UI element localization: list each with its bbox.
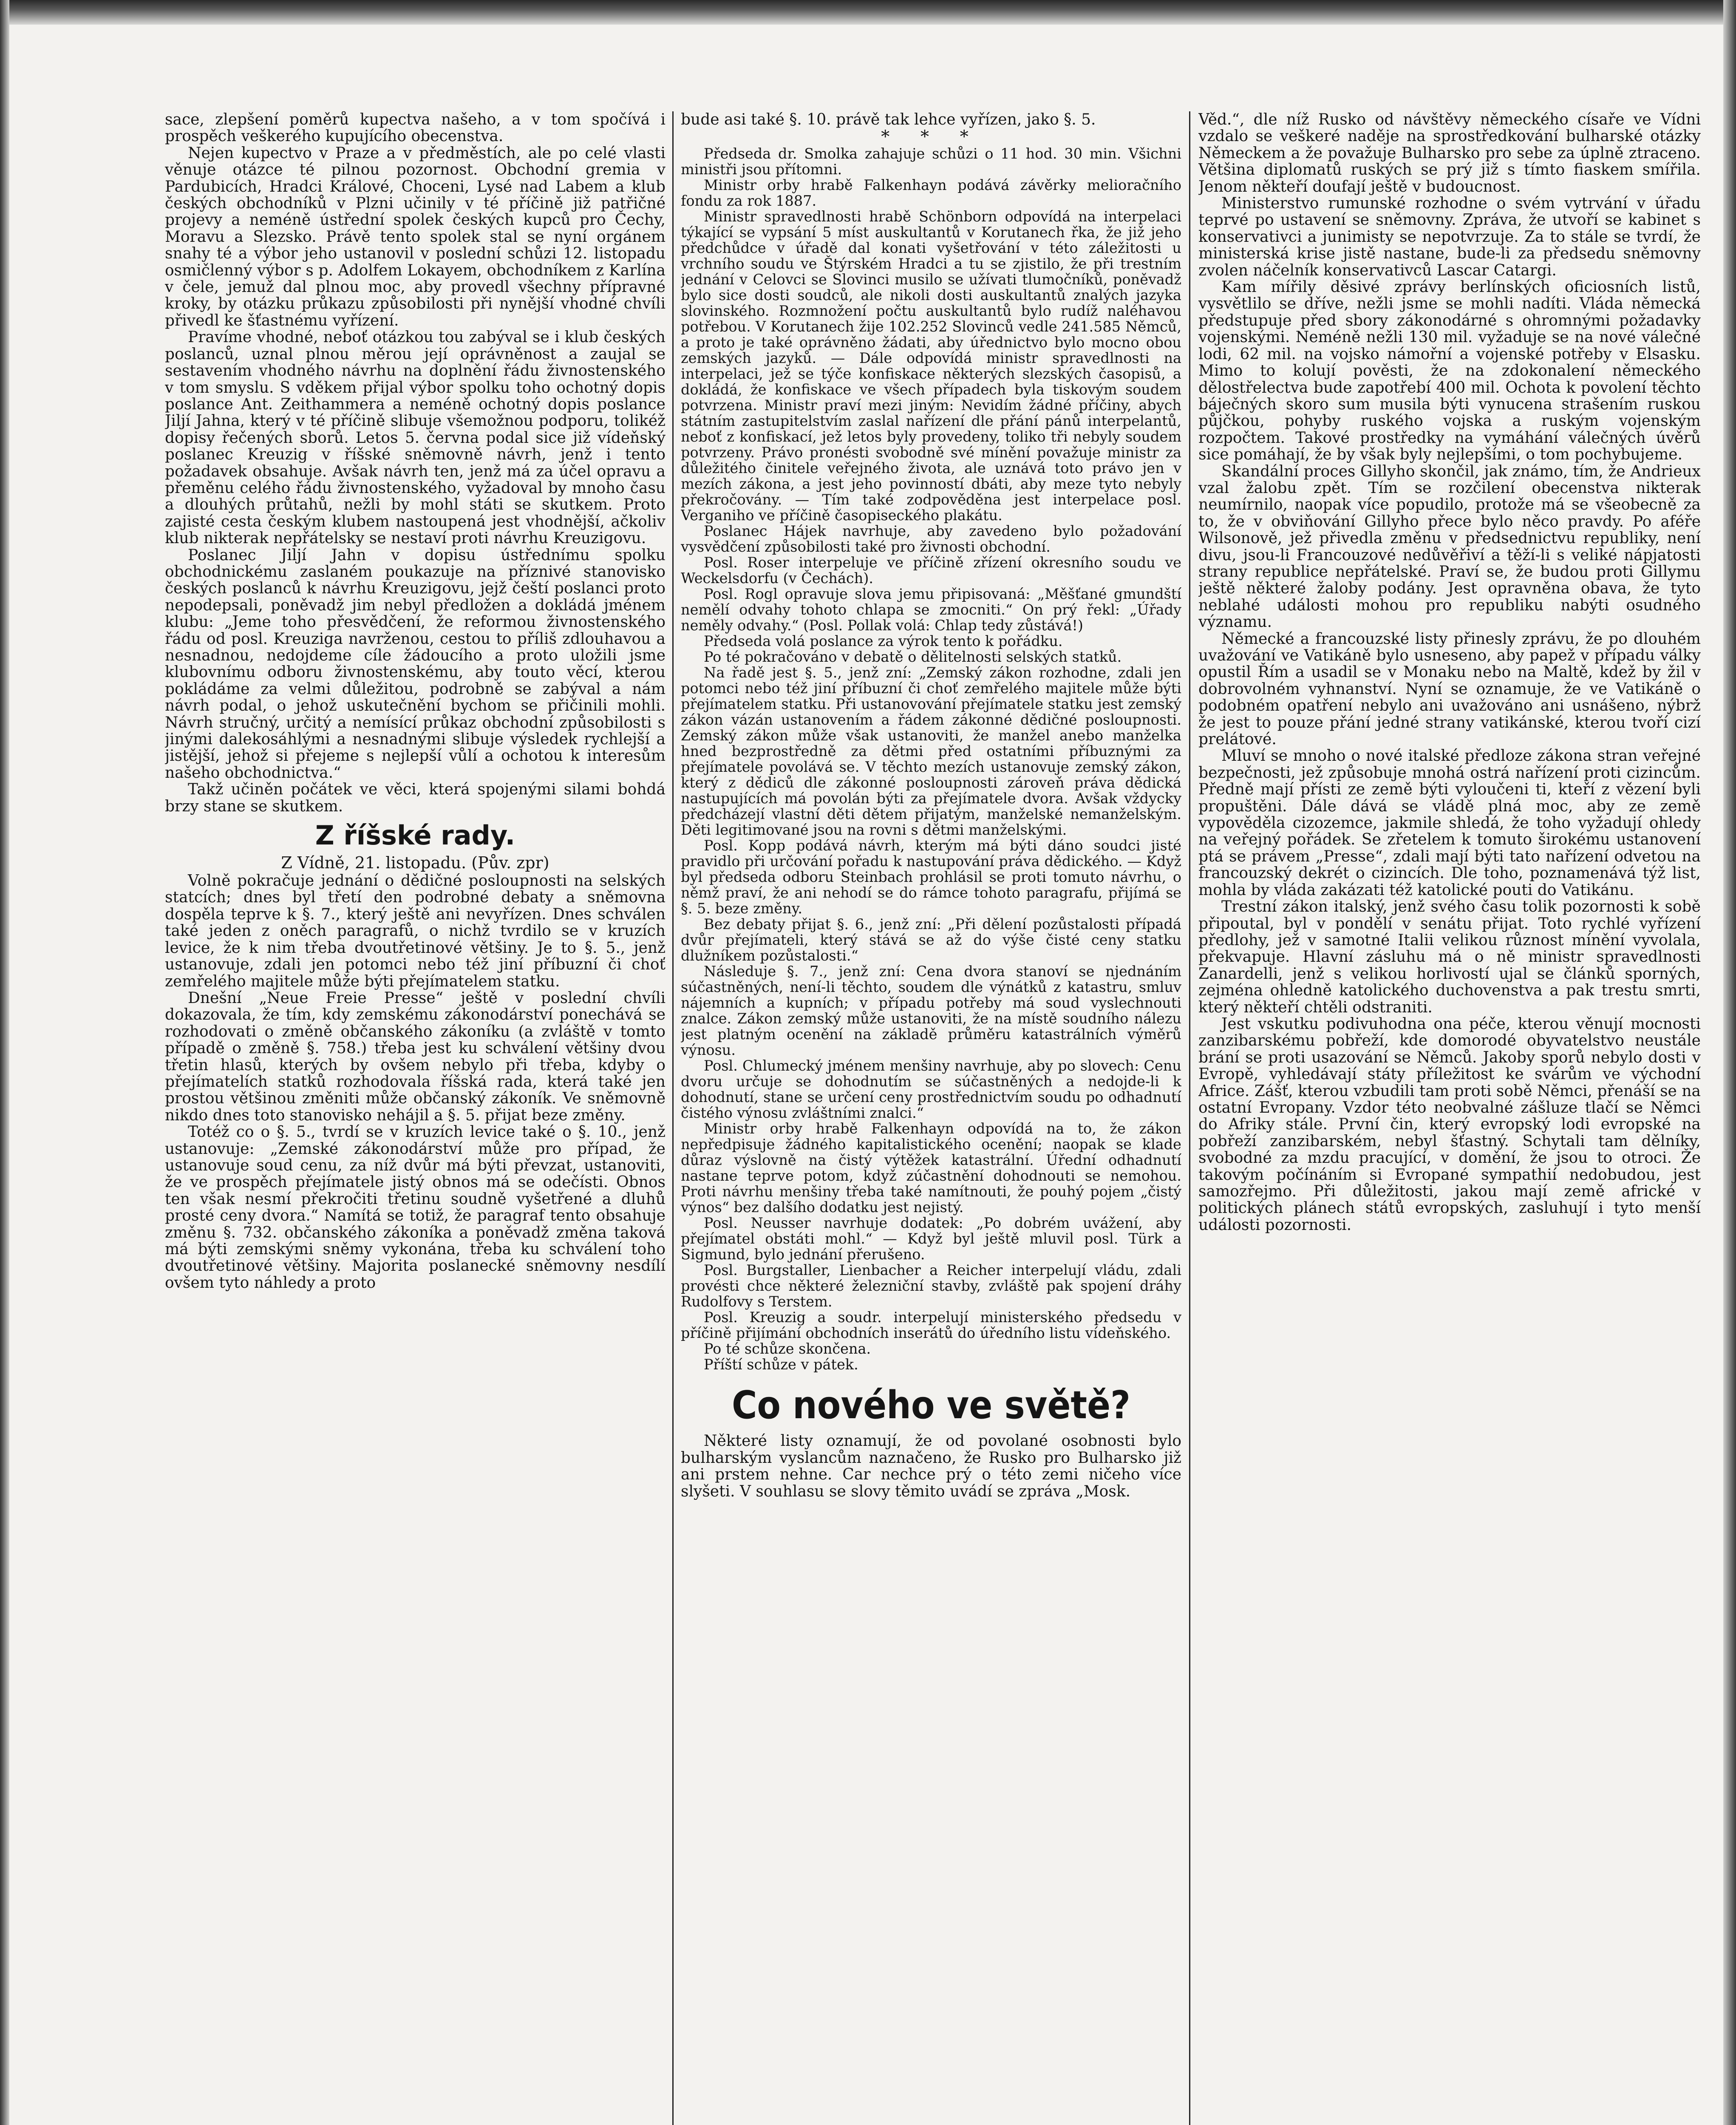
paragraph: Po té schůze skončena. [704, 1340, 871, 1357]
column-3 [1198, 111, 1701, 2125]
paragraph: Nejen kupectvo v Praze a v předměstích, ale po celé vlasti věnuje otázce té pilnou pozornost. Obchodní gremia v Pardubicích, Hradci Králové, Choceni, Lysé nad Labem a klub českých obchodníků v Plzni učinily v té příčině již patřičné projevy a neméně ústřední spolek českých kupců pro Čechy, Moravu a Slezsko. Právě tento spolek stal se nyní orgánem snahy té a výbor jeho ustanovil v poslední schůzi 12. listopadu osmičlenný výbor s p. Adolfem Lokayem, obchodníkem z Karlína v čele, jemuž dal plnou moc, aby provedl všechny přípravné kroky, by otázku průkazu způsobilosti při nynější vhodné chvíli přivedl ke šťastnému vyřízení. [165, 144, 666, 329]
paragraph: Jest vskutku podivuhodna ona péče, kterou věnují mocnosti zanzibarskému pobřeží, kde domorodé obyvatelstvo neustále brání se proti usazování se Němců. Jakoby sporů nebylo dosti v Evropě, vyhledávají státy příležitost ke svárům ve východní Africe. Zášť, kterou vzbudili tam proti sobě Němci, přenáší se na ostatní Evropany. Vzdor této neobvalné zášluze tlačí se Němci do Afriky stále. První čin, který evropský lodi evropské na pobřeží zanzibarském, nebyl šťastný. Schytali tam dělníky, svobodné za mzdu pracující, v domění, že jsou to otroci. Že takovým počínáním si Evropané sympathií nedobudou, jest samozřejmo. Při důležitosti, jakou mají země africké v politických plánech států evropských, zasluhují i tyto menší události pozornosti. [1198, 1015, 1701, 1234]
scan-edge-left [0, 0, 9, 2125]
paragraph: Některé listy oznamují, že od povolané osobnosti bylo bulharským vyslancům naznačeno, že Rusko pro Bulharsko již ani prstem nehne. Car nechce prý o této zemi ničeho více slyšeti. V souhlasu se slovy těmito uvádí se zpráva „Mosk. [681, 1432, 1181, 1500]
paragraph: Následuje §. 7., jenž zní: Cena dvora stanoví se njednáním súčastněných, není-li těchto, soudem dle výnátků z katastru, smluv nájemních a kupních; v případu potřeby má soud vyslechnouti znalce. Zákon zemský může ustanoviti, že na místě soudního nálezu jest platným ocenění na základě průměru katastrálních výměrů výnosu. [681, 963, 1181, 1059]
paragraph: Na řadě jest §. 5., jenž zní: „Zemský zákon rozhodne, zdali jen potomci nebo též jiní příbuzní či choť zemřelého majitele může býti přejímatelem statku. Při ustanovování přejímatele statku jest zemský zákon vázán ustanovením a řádem zákonné dědičné posloupnosti. Zemský zákon může však ustanoviti, že manžel anebo manželka hned bezprostředně za dětmi před ostatními příbuznými za přejímatele povolává se. V těchto mezích ustanovuje zemský zákon, který z dědiců dle zákonné posloupnosti zároveň práva dědická nastupujících má povolán býti za přejímatele dvora. Avšak vždycky předcházejí vlastní děti dětem přijatým, manželské nemanželským. Děti legitimované jsou na rovni s dětmi manželskými. [681, 664, 1181, 839]
paragraph: Kam mířily děsivé zprávy berlínských oficiosních listů, vysvětlilo se dříve, nežli jsme se mohli nadíti. Vláda německá předstupuje před sbory zákonodárné s ohromnými požadavky vojenskými. Neméně nežli 130 mil. vyžaduje se na nové válečné lodi, 62 mil. na vojsko námořní a vojenské potřeby v Elsasku. Mimo to kolují pověsti, že na zdokonalení německého dělostřelectva bude zapotřebí 400 mil. Ochota k povolení těchto báječných skoro sum musila býti vynucena strašením ruskou půjčkou, pohyby ruského vojska a ruským vojenským rozpočtem. Takové prostředky na vymáhání válečných úvěrů sice pomáhají, že by však byly nejlepšími, o tom pochybujeme. [1198, 278, 1701, 464]
paragraph: Ministr orby hrabě Falkenhayn podává závěrky melioračního fondu za rok 1887. [681, 177, 1181, 210]
paragraph: Mluví se mnoho o nové italské předloze zákona stran veřejné bezpečnosti, jež způsobuje mnohá ostrá nařízení proti cizincům. Předně mají přísti ze země býti vyloučeni ti, kteří z vězení byli propuštěni. Dále dává se vládě plná moc, aby ze země vypověděla cizozemce, jakmile shledá, že toho vyžadují ohledy na veřejný pořádek. Se zřetelem k tomuto širokému ustanovení ptá se právem „Presse“, zdali mají býti tato nařízení odvetou na francouzský dekrét o cizincích. Dle toho, poznamenává týž list, mohla by vláda zakázati též katolické pouti do Vatikánu. [1198, 747, 1701, 899]
paragraph: Po té pokračováno v debatě o dělitelnosti selských statků. [704, 649, 1122, 666]
paragraph: Německé a francouzské listy přinesly zprávu, že po dlouhém uvažování ve Vatikáně bylo usneseno, aby papež v případu války opustil Řím a usadil se v Monaku nebo na Maltě, kdež by žil v dobrovolném vyhnanství. Nyní se oznamuje, že ve Vatikáně o podobném opatření nebylo ani uvažováno ani usnášeno, nýbrž že jest to pouze přání jedné strany vatikánské, kterou tvoří cizí prelátové. [1198, 630, 1701, 748]
paragraph: Poslanec Hájek navrhuje, aby zavedeno bylo požadování vysvědčení způsobilosti také pro živnosti obchodní. [681, 523, 1181, 555]
paragraph: sace, zlepšení poměrů kupectva našeho, a v tom spočívá i prospěch veškerého kupujícího obecenstva. [165, 111, 666, 145]
paragraph: Poslanec Jiljí Jahn v dopisu ústřednímu spolku obchodnickému zaslaném poukazuje na příznivé stanovisko českých poslanců k návrhu Kreuzigovu, jejž čeští poslanci proto nepodepsali, poněvadž jim nebyl předložen a dokládá jménem klubu: „Jeme toho přesvědčení, že reformou živnostenského řádu od posl. Kreuziga navrženou, cestou to příliš zdlouhavou a nesnadnou, nedojdeme cíle žádoucího a proto uložili jsme klubovnímu odboru živnostenskému, aby touto věcí, kterou pokládáme za velmi důležitou, podrobně se zabýval a nám návrh podal, o jehož uskutečnění bychom se přičinili mohli. Návrh stručný, určitý a nemísící průkaz obchodní způsobilosti s jinými dalekosáhlými a nesnadnými slibuje výsledek rychlejší a jistější, jehož si přejeme s nejlepší vůlí a ochotou k interesům našeho obchodnictva.“ [165, 546, 666, 782]
paragraph: Posl. Kopp podává návrh, kterým má býti dáno soudci jisté pravidlo při určování pořadu k nastupování práva dědického. — Když byl předseda odboru Steinbach prohlásil se proti tomuto návrhu, o němž praví, že ani nehodí se do rámce tohoto paragrafu, přijímá se §. 5. beze změny. [681, 837, 1181, 917]
paragraph: Předseda dr. Smolka zahajuje schůzi o 11 hod. 30 min. Všichni ministři jsou přítomni. [681, 145, 1181, 178]
paragraph: Takž učiněn počátek ve věci, která spojenými silami bohdá brzy stane se skutkem. [165, 781, 666, 815]
column-rule [1189, 111, 1190, 2125]
paragraph: Posl. Neusser navrhuje dodatek: „Po dobrém uvážení, aby přejímatel obstáti mohl.“ — Když byl ještě mluvil posl. Türk a Sigmund, bylo jednání přerušeno. [681, 1215, 1181, 1263]
paragraph: bude asi také §. 10. právě tak lehce vyřízen, jako §. 5. [681, 111, 1096, 128]
column-rule [672, 111, 674, 2125]
section-heading: Co nového ve světě? [731, 1383, 1131, 1428]
column-2 [681, 111, 1181, 2125]
paragraph: Posl. Rogl opravuje slova jemu připisovaná: „Měšťané gmundští nemělí odvahy tohoto chlapa se zmocniti.“ On prý řekl: „Úřady neměly odvahy.“ (Posl. Pollak volá: Chlap tedy zůstává!) [681, 586, 1181, 634]
paragraph: Posl. Roser interpeluje ve příčině zřízení okresního soudu ve Weckelsdorfu (v Čechách). [681, 554, 1181, 587]
paragraph: Věd.“, dle níž Rusko od návštěvy německého císaře ve Vídni vzdalo se veškeré naděje na sprostředkování bulharské otázky Německem a že považuje Bulharsko pro sebe za úplně ztraceno. Většina diplomatů ruských se prý již s tímto fiaskem smířila. Jenom někteří doufají ještě v budoucnost. [1198, 111, 1701, 196]
column-1 [165, 111, 666, 2125]
paragraph: Dnešní „Neue Freie Presse“ ještě v poslední chvíli dokazovala, že tím, kdy zemskému zákonodárství ponechává se rozhodovati o změně občanského zákoníku (a zvláště v tomto případě o změně §. 758.) třeba jest ku schválení většiny dvou třetin hlasů, kterých by ovšem nebylo při třeba, kdyby o přejímatelích statků rozhodovala říšská rada, která také jen prostou většinou změniti může občanský zákoník. Ve sněmovně nikdo dnes toto stanovisko nehájil a §. 5. přijat beze změny. [165, 989, 666, 1124]
dateline: Z Vídně, 21. listopadu. (Pův. zpr) [281, 853, 549, 873]
paragraph: Totéž co o §. 5., tvrdí se v kruzích levice také o §. 10., jenž ustanovuje: „Zemské zákonodárství může pro případ, že ustanovuje soud cenu, za níž dvůr má býti převzat, ustanoviti, že ve prospěch přejímatele jistý obnos má se odečísti. Obnos ten však nesmí překročiti třetinu soudně vyšetřené a dluhů prosté ceny dvora.“ Namítá se totiž, že paragraf tento obsahuje změnu §. 732. občanského zákoníka a poněvadž změna taková má býti zemskými sněmy vykonána, třeba ku schválení toho dvoutřetinové většiny. Majorita poslanecké sněmovny nesdílí ovšem tyto náhledy a proto [165, 1123, 666, 1292]
paragraph: Posl. Burgstaller, Lienbacher a Reicher interpelují vládu, zdali provésti chce některé železniční stavby, zvláště pak spojení dráhy Rudolfovy s Terstem. [681, 1262, 1181, 1310]
paragraph: Posl. Chlumecký jménem menšiny navrhuje, aby po slovech: Cenu dvoru určuje se dohodnutím se súčastněných a nedojde-li k dohodnutí, stane se určení ceny prostřednictvím soudu po odhadnutí čistého výnosu zvláštními znalci.“ [681, 1057, 1181, 1122]
paragraph: Ministr orby hrabě Falkenhayn odpovídá na to, že zákon nepředpisuje žádného kapitalistického ocenění; naopak se klade důraz výslovně na čistý výtěžek katastrální. Úřední odhadnutí nastane teprve potom, když zúčastnění dohodnouti se nemohou. Proti návrhu menšiny třeba také namítnouti, že pouhý pojem „čistý výnos“ bez dalšího dodatku jest nejistý. [681, 1120, 1181, 1216]
paragraph: Předseda volá poslance za výrok tento k pořádku. [704, 633, 1063, 650]
paragraph: Ministerstvo rumunské rozhodne o svém vytrvání v úřadu teprvé po ustavení se sněmovny. Zpráva, že utvoří se kabinet s konservativci a junimisty se nepotvrzuje. Za to stále se tvrdí, že ministerská krise jistě nastane, bude-li za předsedu sněmovny zvolen náčelník konservativců Lascar Catargi. [1198, 195, 1701, 279]
paragraph: Ministr spravedlnosti hrabě Schönborn odpovídá na interpelaci týkající se vypsání 5 míst auskultantů v Korutanech řka, že již jeho předchůdce v úřadě dal konati vyšetřování v této záležitosti u vrchního soudu ve Štýrském Hradci a tu se zjistilo, že při trestním jednání v Celovci se Slovinci musilo se užívati tlumočníků, poněvadž bylo sice dosti soudců, ale nikoli dosti auskultantů znalých jazyka slovinského. Rozmnožení počtu auskultantů bylo rudíž naléhavou potřebou. V Korutanech žije 102.252 Slovinců vedle 241.585 Němců, a proto je také oprávněno žádati, aby úřednictvo bylo mocno obou zemských jazyků. — Dále odpovídá ministr spravedlnosti na interpelaci, jež se týče konfiskace některých slezských časopisů, a dokládá, že konfiskace ve všech případech byla tiskovým soudem potvrzena. Ministr praví mezi jiným: Nevidím žádné příčiny, abych státním zastupitelstvím zaslal nařízení dle přání pánů interpelantů, neboť z konfiskací, jež letos byly provedeny, toliko tři nebyly soudem potvrzeny. Právo pronésti svobodně své mínění považuje ministr za důležitého činitele veřejného života, ale uznává toto právo jen v mezích zákona, a jest jeho povinností dbáti, aby meze tyto nebyly překročovány. — Tím také zodpověděna jest interpelace posl. Verganiho ve příčině časopiseckého plakátu. [681, 208, 1181, 524]
paragraph: Volně pokračuje jednání o dědičné posloupnosti na selských statcích; dnes byl třetí den podrobné debaty a sněmovna dospěla teprve k §. 7., který ještě ani nevyřízen. Dnes schválen také jeden z oněch paragrafů, o nichž tvrdilo se v kruzích levice, že k nim třeba dvoutřetinové většiny. Je to §. 5., jenž ustanovuje, zdali jen potomci nebo též jiní příbuzní či choť zemřelého majitele může býti přejímatelem statku. [165, 872, 666, 990]
paragraph: Příští schůze v pátek. [704, 1356, 858, 1373]
paragraph: Posl. Kreuzig a soudr. interpelují ministerského předsedu v příčině přijímání obchodních inserátů do úředního listu vídeňského. [681, 1309, 1181, 1342]
scan-edge-right [1723, 0, 1736, 2125]
paragraph: Trestní zákon italský, jenž svého času tolik pozornosti k sobě připoutal, byl v pondělí v senátu přijat. Toto rychlé vyřízení předlohy, jež v samotné Italii velikou různost mínění vyvolala, překvapuje. Hlavní zásluhu má o ně ministr spravedlnosti Zanardelli, jenž s velikou horlivostí ujal se článků sporných, zejména ohledně katolického duchovenstva a pak trestu smrti, který někteří chtěli odstraniti. [1198, 898, 1701, 1016]
section-heading: Z říšské rady. [315, 820, 515, 851]
paragraph: Skandální proces Gillyho skončil, jak známo, tím, že Andrieux vzal žalobu zpět. Tím se rozčilení obecenstva nikterak neumírnilo, naopak více popudilo, protože má se všeobecně za to, že v obviňování Gillyho přece bylo něco pravdy. Po aféře Wilsonově, jež přivedla změnu v předsednictvu republiky, není divu, jsou-li Francouzové nedůvěřiví a těží-li s veliké nápjatosti strany republice nepřátelské. Praví se, že budou proti Gillymu ještě některé žaloby podány. Jest opravněna obava, že tyto neblahé události mohou pro republiku nabýti osudného významu. [1198, 462, 1701, 631]
paragraph: Pravíme vhodné, neboť otázkou tou zabýval se i klub českých poslanců, uznal plnou měrou její oprávněnost a zaujal se sestavením vhodného návrhu na doplnění řádu živnostenského v tom smyslu. S vděkem přijal výbor spolku toho ochotný dopis poslance Ant. Zeithammera a neméně ochotný dopis poslance Jiljí Jahna, který v té příčině slibuje všemožnou podporu, tolikéž dopisy řečených sborů. Letos 5. června podal sice již vídeňský poslanec Kreuzig v říšské sněmovně návrh, jenž i tento požadavek obsahuje. Avšak návrh ten, jenž má za účel opravu a přeměnu celého řádu živnostenského, vyžadoval by mnoho času a dlouhých průtahů, nežli by mohl státi se skutkem. Proto zajisté cesta českým klubem nastoupená jest vhodnější, ačkoliv klub nikterak nepřátelsky se nestaví proti návrhu Kreuzigovu. [165, 329, 666, 547]
paragraph: Bez debaty přijat §. 6., jenž zní: „Při dělení pozůstalosti případá dvůr přejímateli, který stává se až do výše čisté ceny statku dlužníkem pozůstalosti.“ [681, 916, 1181, 964]
section-divider-stars: * * * [881, 127, 981, 147]
scan-edge-top [0, 0, 1736, 25]
